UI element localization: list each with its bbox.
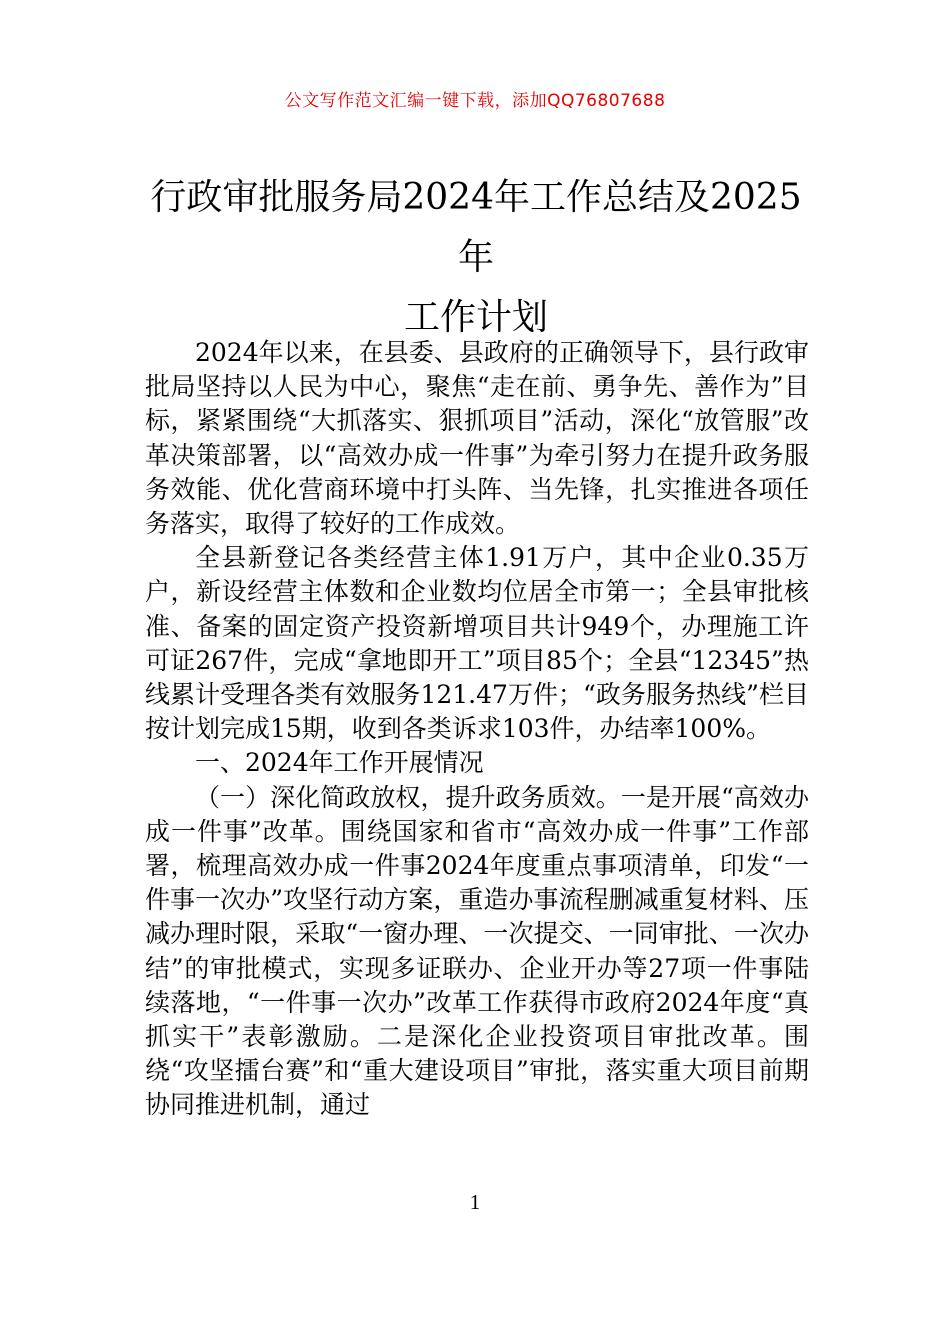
document-title [140, 168, 812, 348]
statistics-paragraph: 全县新登记各类经营主体1.91万户，其中企业0.35万户，新设经营主体数和企业数均位居全市第一；全县审批核准、备案的固定资产投资新增项目共计949个，办理施工许可证267件，完成“拿地即开工”项目85个；全县“12345”热线累计受理各类有效服务121.47万件；“政务服务热线”栏目按计划完成15期，收到各类诉求103件，办结率100%。 [145, 543, 809, 744]
intro-paragraph: 2024年以来，在县委、县政府的正确领导下，县行政审批局坚持以人民为中心，聚焦“走在前、勇争先、善作为”目标，紧紧围绕“大抓落实、狠抓项目”活动，深化“放管服”改革决策部署，以“高效办成一件事”为牵引努力在提升政务服务效能、优化营商环境中打头阵、当先锋，扎实推进各项任务落实，取得了较好的工作成效。 [145, 338, 809, 539]
document-title-line-2: 工作计划 [403, 297, 548, 338]
page-number: 1 [469, 1190, 481, 1214]
document-body [145, 336, 809, 1123]
section-heading: 一、2024年工作开展情况 [195, 748, 484, 778]
header-download-note: 公文写作范文汇编一键下载，添加QQ76807688 [284, 91, 666, 111]
subsection-paragraph: （一）深化简政放权，提升政务质效。一是开展“高效办成一件事”改革。围绕国家和省市“高效办成一件事”工作部署，梳理高效办成一件事2024年度重点事项清单，印发“一件事一次办”攻坚行动方案，重造办事流程删减重复材料、压减办理时限，采取“一窗办理、一次提交、一同审批、一次办结”的审批模式，实现多证联办、企业开办等27项一件事陆续落地，“一件事一次办”改革工作获得市政府2024年度“真抓实干”表彰激励。二是深化企业投资项目审批改革。围绕“攻坚擂台赛”和“重大建设项目”审批，落实重大项目前期协同推进机制，通过 [145, 782, 809, 1120]
document-title-line-1: 行政审批服务局2024年工作总结及2025年 [150, 177, 802, 278]
